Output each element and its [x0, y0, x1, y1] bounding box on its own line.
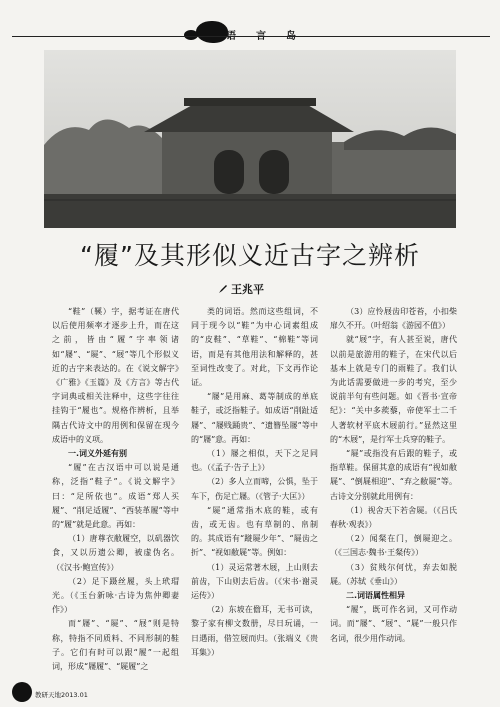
footer-label: 教研天地2013.01	[35, 691, 88, 699]
pen-icon	[218, 284, 228, 294]
paragraph: “屣”通常指木底的鞋，或有齿，或无齿。也有草制的、帛制的。其成语有“蹝屣少年”、“屣齿之折”、“视如敝屣”等。例如：	[191, 505, 318, 558]
paragraph: 而“屦”、“屣”、“屐”则是特称，特指不同质料、不同形制的鞋子。它们有时可以跟“履”一起组词，形成“屦履”、“屣履”之	[52, 619, 179, 672]
text-column-3	[330, 305, 457, 646]
paragraph: （1）唐尊衣敝履空，以矶器饮食，又以历遗公卿，被虚伪名。（《汉书·鲍宣传》）	[52, 534, 179, 572]
paragraph: “履”，既可作名词，又可作动词。而“屦”、“屐”、“屣”一般只作名词，很少用作动词。	[330, 605, 457, 643]
paragraph: （1）灵运常著木屐，上山则去前齿，下山则去后齿。（《宋书·谢灵运传》）	[191, 562, 318, 601]
paragraph: （3）贫贱尔何忧，弃去如脱屣。（苏轼《垂山》）	[330, 562, 457, 586]
paragraph: （2）东坡在儋耳，无书可读，黎子家有柳文数册，尽日玩诵，一日遇雨，借笠屐而归。（张端义《贵耳集》）	[191, 605, 318, 657]
byline	[218, 281, 264, 297]
paragraph: “履”在古汉语中可以说是通称，泛指“鞋子”。《说文解字》曰：“足所依也”。成语“郑人买履”、“削足适履”、“西装革履”等中的“履”就是此意。再如：	[52, 463, 179, 530]
paragraph: （1）视舍天下若舍屣。（《吕氏春秋·观表》）	[330, 505, 457, 530]
text-column-1	[52, 305, 179, 674]
section-header	[226, 27, 316, 42]
paragraph: （2）闻粲在门，倒屣迎之。（《三国志·魏书·王粲传》）	[330, 534, 457, 558]
paragraph: “屦”是用麻、葛等制成的单底鞋子，或泛指鞋子。如成语“削趾适屦”、“屦贱踊贵”、“遗簪坠屦”等中的“屦”意。再如：	[191, 392, 318, 444]
header-rule	[12, 36, 490, 37]
paragraph: （2）多人立而啼，公惧，坠于车下，伤足亡屦。（《管子·大匡》）	[191, 477, 318, 501]
paragraph: （1）屦之相似，天下之足同也。（《孟子·告子上》）	[191, 449, 318, 473]
paragraph: （2）足下蹑丝履，头上玳瑁光。（《玉台新咏·古诗为焦仲卿妻作》）	[52, 576, 179, 615]
footer-ink-mark	[12, 682, 32, 702]
article-title: “履”及其形似义近古字之辨析	[80, 241, 420, 270]
gate-photo	[44, 50, 456, 228]
section-ink-blot	[196, 21, 228, 43]
paragraph: “屣”或指没有后跟的鞋子，或指草鞋。保留其意的成语有“视如敝屣”、“倒屣相迎”、“弃之敝屣”等。古诗文分别就此用例有：	[330, 449, 457, 501]
text-column-2	[191, 305, 318, 660]
paragraph: 就“屐”字，有人甚至说，唐代以前是旅游用的鞋子，在宋代以后基本上就是专门的雨鞋了。我们认为此话需要做进一步的考究，至少说前半句有些问题。如《晋书·宣帝纪》：“关中多蒺藜，帝使军士二千人著软材平底木屐前行。”显然这里的“木屐”，是行军士兵穿的鞋子。	[330, 335, 457, 444]
paragraph: （3）应怜屐齿印苍苔，小扣柴扉久不开。（叶绍翁《游园不值》）	[330, 307, 457, 331]
paragraph: “鞋”（鞵）字，据考证在唐代以后使用频率才逐步上升，而在这之前，皆由“履”字率领诸如“屦”、“屣”、“屐”等几个形似义近的古字来表达的。在《说文解字》《广雅》《玉篇》及《方言》等古代字词典或相关注释中，这些字往往挂钩于“履也”。规格作辨析，且举隅古代诗文中的用例和保留在现今成语中的义项。	[52, 307, 179, 444]
author-name: 王兆平	[231, 283, 264, 296]
section-heading: 二.词语属性相异	[346, 591, 406, 601]
paragraph: 类的词语。然而这些组词，不同于现今以“鞋”为中心词素组成的“皮鞋”、“草鞋”、“棉鞋”等词语，而是有其他用法和解释的，甚至词性改变了。对此，下文再作论证。	[191, 307, 318, 388]
section-heading: 一.词义外延有别	[68, 449, 128, 459]
